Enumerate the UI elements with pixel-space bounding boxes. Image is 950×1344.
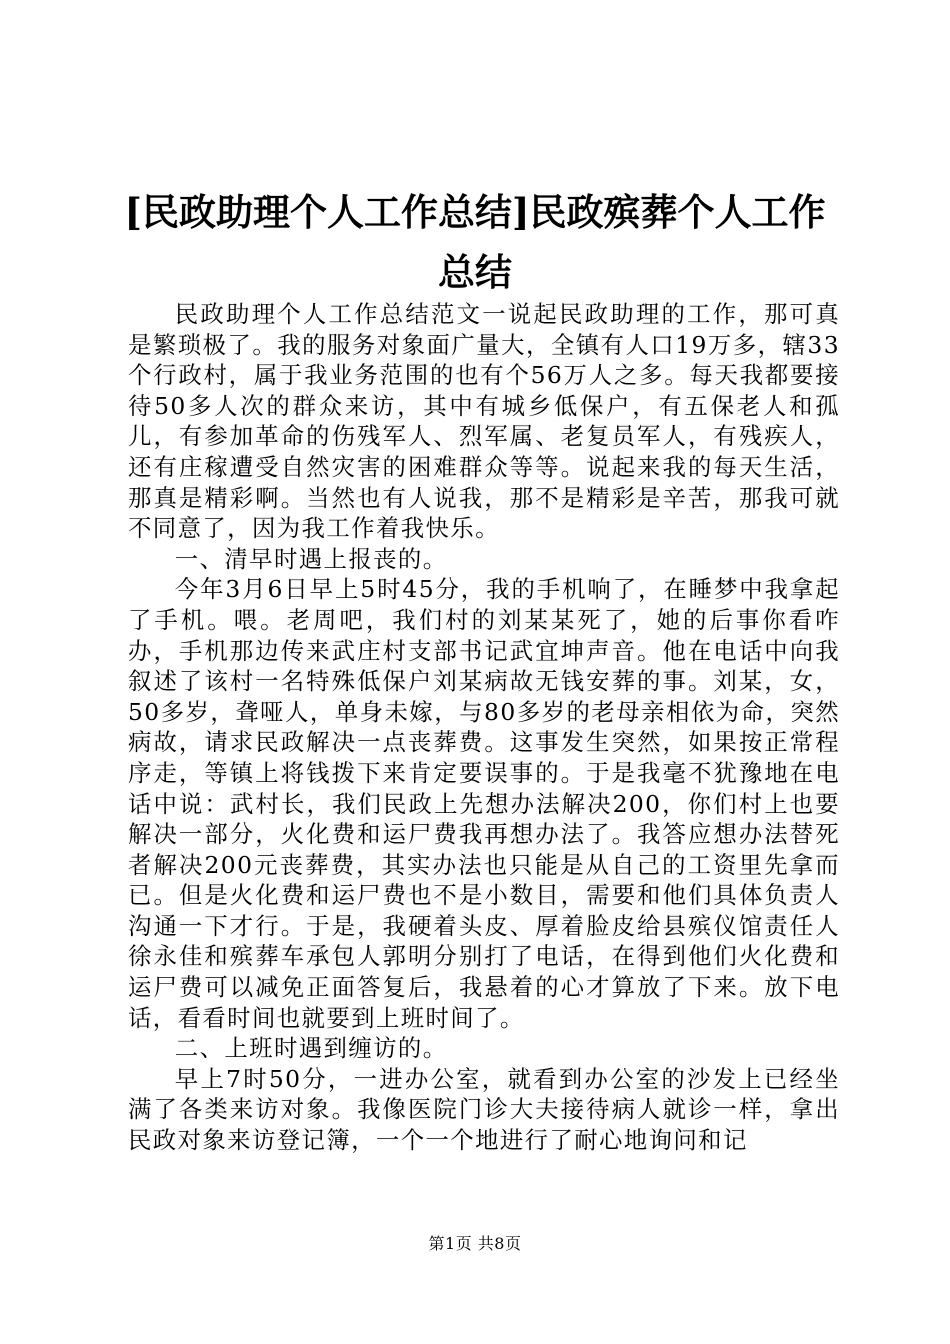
section-heading-2: 二、上班时遇到缠访的。 [174, 1034, 448, 1063]
document-title: [民政助理个人工作总结]民政殡葬个人工作总结 [124, 190, 826, 294]
paragraph-intro: 民政助理个人工作总结范文一说起民政助理的工作，那可真是繁琐极了。我的服务对象面广量大，全镇有人口19万多，辖33个行政村，属于我业务范围的也有个56万人之多。每天我都要接待50多人次的群众来访，其中有城乡低保户，有五保老人和孤儿，有参加革命的伤残军人、烈军属、老复员军人，有残疾人，还有庄稼遭受自然灾害的困难群众等等。说起来我的每天生活，那真是精彩啊。当然也有人说我，那不是精彩是辛苦，那我可就不同意了，因为我工作着我快乐。 [128, 300, 840, 543]
section-heading-1: 一、清早时遇上报丧的。 [174, 544, 448, 573]
page-footer: 第1页 共8页 [428, 1234, 522, 1253]
document-body [128, 299, 840, 1156]
paragraph-section-1: 今年3月6日早上5时45分，我的手机响了，在睡梦中我拿起了手机。喂。老周吧，我们村的刘某某死了，她的后事你看咋办，手机那边传来武庄村支部书记武宜坤声音。他在电话中向我叙述了该村一名特殊低保户刘某病故无钱安葬的事。刘某，女，50多岁，聋哑人，单身未嫁，与80多岁的老母亲相依为命，突然病故，请求民政解决一点丧葬费。这事发生突然，如果按正常程序走，等镇上将钱拨下来肯定要误事的。于是我毫不犹豫地在电话中说：武村长，我们民政上先想办法解决200，你们村上也要解决一部分，火化费和运尸费我再想办法了。我答应想办法替死者解决200元丧葬费，其实办法也只能是从自己的工资里先拿而已。但是火化费和运尸费也不是小数目，需要和他们具体负责人沟通一下才行。于是，我硬着头皮、厚着脸皮给县殡仪馆责任人徐永佳和殡葬车承包人郭明分别打了电话，在得到他们火化费和运尸费可以减免正面答复后，我悬着的心才算放了下来。放下电话，看看时间也就要到上班时间了。 [128, 575, 840, 1032]
paragraph-section-2: 早上7时50分，一进办公室，就看到办公室的沙发上已经坐满了各类来访对象。我像医院门诊大夫接待病人就诊一样，拿出民政对象来访登记簿，一个一个地进行了耐心地询问和记 [128, 1064, 840, 1155]
